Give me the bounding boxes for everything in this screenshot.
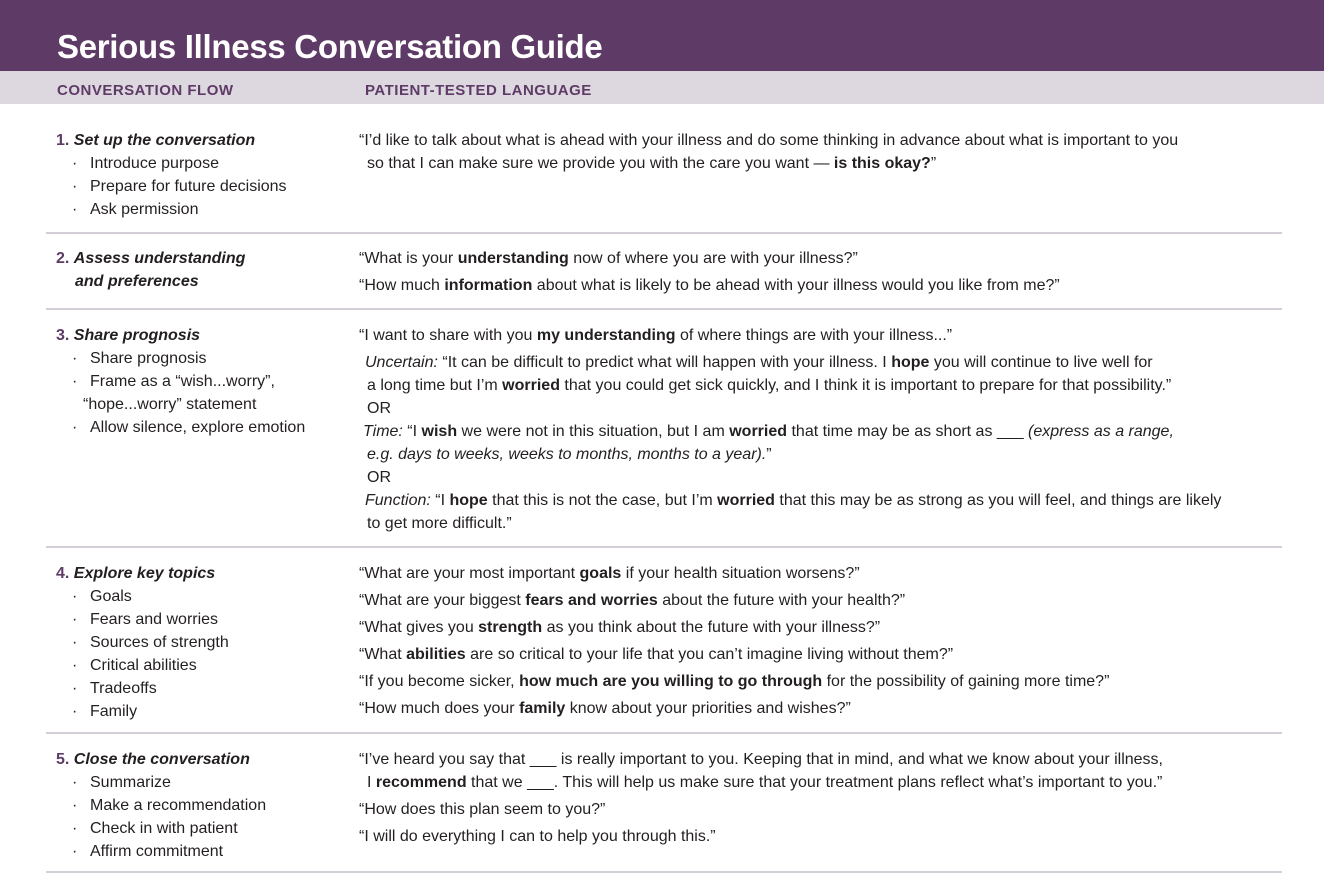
list-item: · Introduce purpose xyxy=(72,155,219,172)
quote-text: “How does this plan seem to you?” xyxy=(359,801,606,818)
step-title: 1. Set up the conversation xyxy=(56,132,256,149)
divider xyxy=(46,732,1282,734)
column-header-flow: CONVERSATION FLOW xyxy=(57,82,234,99)
quote-text: “If you become sicker, how much are you willing to go through for the possibility of gaining more time?” xyxy=(359,673,1110,690)
section-5-language xyxy=(359,748,1299,848)
quote-text: so that I can make sure we provide you with the care you want — is this okay?” xyxy=(367,155,937,172)
quote-text-continued: I recommend that we ___. This will help us make sure that your treatment plans reflect what’s important to you.” xyxy=(367,774,1163,791)
list-item: · Make a recommendation xyxy=(72,797,267,814)
or-separator: OR xyxy=(367,469,391,486)
quote-text: “I will do everything I can to help you through this.” xyxy=(359,828,716,845)
section-3-language xyxy=(359,324,1299,535)
list-item: · Affirm commitment xyxy=(72,843,224,860)
section-2-flow xyxy=(56,247,346,293)
section-1-language xyxy=(359,129,1299,175)
quote-text: “How much does your family know about your priorities and wishes?” xyxy=(359,700,851,717)
list-item: · Summarize xyxy=(72,774,171,791)
divider xyxy=(46,232,1282,234)
quote-text: “What are your most important goals if your health situation worsens?” xyxy=(359,565,860,582)
list-item: · Tradeoffs xyxy=(72,680,157,697)
quote-text: “What is your understanding now of where you are with your illness?” xyxy=(359,250,858,267)
list-item: · Fears and worries xyxy=(72,611,219,628)
quote-time-continued: e.g. days to weeks, weeks to months, months to a year).” xyxy=(367,446,772,463)
section-5-flow xyxy=(56,748,346,863)
quote-text: “What abilities are so critical to your life that you can’t imagine living without them?” xyxy=(359,646,954,663)
quote-text: “How much information about what is likely to be ahead with your illness would you like from me?” xyxy=(359,277,1060,294)
quote-text: “I’ve heard you say that ___ is really important to you. Keeping that in mind, and what we know about your illness, xyxy=(359,751,1163,768)
section-1-flow xyxy=(56,129,346,221)
list-item-continued: “hope...worry” statement xyxy=(83,396,257,413)
step-title: 3. Share prognosis xyxy=(56,327,201,344)
section-3-flow xyxy=(56,324,346,439)
quote-uncertain: Uncertain: “It can be difficult to predict what will happen with your illness. I hope you will continue to live well for xyxy=(365,354,1153,371)
column-header-language: PATIENT-TESTED LANGUAGE xyxy=(365,82,592,99)
step-title-continued: and preferences xyxy=(75,273,199,290)
list-item: · Family xyxy=(72,703,138,720)
quote-function: Function: “I hope that this is not the case, but I’m worried that this may be as strong as you will feel, and things are likely xyxy=(365,492,1222,509)
list-item: · Critical abilities xyxy=(72,657,197,674)
section-4-flow xyxy=(56,562,346,723)
quote-time: Time: “I wish we were not in this situation, but I am worried that time may be as short as ___ (express as a range, xyxy=(363,423,1174,440)
step-title: 2. Assess understanding xyxy=(56,250,246,267)
section-4-language xyxy=(359,562,1299,724)
list-item: · Share prognosis xyxy=(72,350,207,367)
list-item: · Prepare for future decisions xyxy=(72,178,287,195)
header-banner xyxy=(0,0,1324,71)
quote-text: “What gives you strength as you think about the future with your illness?” xyxy=(359,619,881,636)
step-title: 5. Close the conversation xyxy=(56,751,250,768)
list-item: · Sources of strength xyxy=(72,634,229,651)
list-item: · Check in with patient xyxy=(72,820,238,837)
section-2-language xyxy=(359,247,1299,297)
quote-text: “I’d like to talk about what is ahead with your illness and do some thinking in advance about what is important to you xyxy=(359,132,1179,149)
list-item: · Ask permission xyxy=(72,201,199,218)
quote-text: “I want to share with you my understanding of where things are with your illness...” xyxy=(359,327,953,344)
divider xyxy=(46,871,1282,873)
list-item: · Frame as a “wish...worry”, xyxy=(72,373,275,390)
quote-text: “What are your biggest fears and worries about the future with your health?” xyxy=(359,592,906,609)
step-title: 4. Explore key topics xyxy=(56,565,216,582)
list-item: · Goals xyxy=(72,588,132,605)
quote-function-continued: to get more difficult.” xyxy=(367,515,512,532)
quote-uncertain-continued: a long time but I’m worried that you could get sick quickly, and I think it is important to prepare for that possibility.” xyxy=(367,377,1172,394)
divider xyxy=(46,546,1282,548)
list-item: · Allow silence, explore emotion xyxy=(72,419,306,436)
page-title: Serious Illness Conversation Guide xyxy=(57,28,603,65)
or-separator: OR xyxy=(367,400,391,417)
divider xyxy=(46,308,1282,310)
